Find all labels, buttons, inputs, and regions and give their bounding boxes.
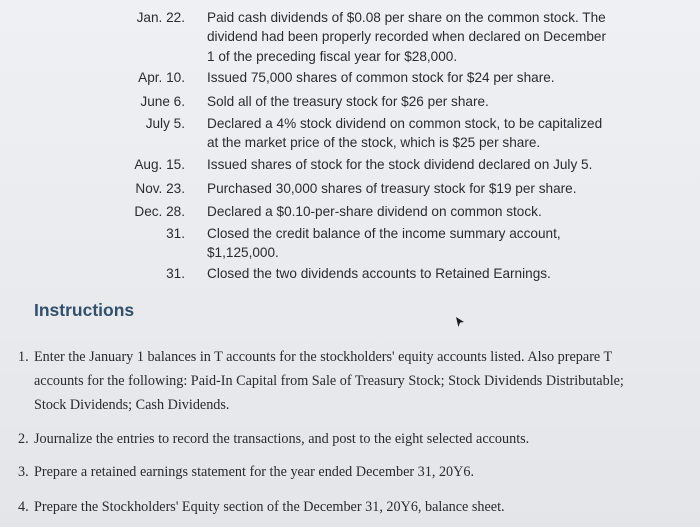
- transaction-description: [207, 114, 617, 153]
- transaction-date: Aug. 15.: [134, 157, 185, 172]
- transaction-description: [207, 155, 617, 174]
- transaction-line: Purchased 30,000 shares of treasury stock for $19 per share.: [207, 181, 577, 196]
- transaction-description: [207, 68, 617, 87]
- transaction-line: 1 of the preceding fiscal year for $28,000.: [207, 48, 458, 64]
- instruction-line: accounts for the following: Paid-In Capital from Sale of Treasury Stock; Stock Dividends Distributable;: [34, 373, 624, 389]
- transaction-date: 31.: [166, 266, 185, 281]
- transaction-line: Closed the two dividends accounts to Retained Earnings.: [207, 266, 551, 281]
- transaction-line: Declared a $0.10-per-share dividend on common stock.: [207, 204, 542, 219]
- mouse-pointer-icon: [455, 316, 465, 328]
- transaction-line: Declared a 4% stock dividend on common stock, to be capitalized: [207, 116, 603, 131]
- transaction-description: [207, 179, 617, 198]
- instruction-line: Prepare the Stockholders' Equity section of the December 31, 20Y6, balance sheet.: [34, 499, 505, 515]
- instruction-number: 2.: [18, 431, 29, 447]
- transaction-line: Closed the credit balance of the income summary account,: [207, 226, 561, 241]
- transaction-date: Apr. 10.: [138, 70, 185, 85]
- instruction-line: Enter the January 1 balances in T accounts for the stockholders' equity accounts listed. Also prepare T: [34, 349, 613, 365]
- transaction-date: Jan. 22.: [136, 10, 185, 25]
- transaction-date: June 6.: [140, 94, 185, 109]
- instruction-number: 4.: [18, 499, 29, 515]
- transaction-line: Sold all of the treasury stock for $26 per share.: [207, 94, 489, 109]
- transaction-date: 31.: [166, 226, 185, 241]
- instruction-number: 3.: [18, 464, 29, 480]
- instruction-line: Journalize the entries to record the transactions, and post to the eight selected accounts.: [34, 431, 530, 447]
- transaction-line: $1,125,000.: [207, 245, 279, 261]
- transaction-line: Issued 75,000 shares of common stock for $24 per share.: [207, 70, 555, 85]
- instruction-line: Prepare a retained earnings statement for the year ended December 31, 20Y6.: [34, 464, 475, 480]
- transaction-description: [207, 92, 617, 111]
- transaction-line: Issued shares of stock for the stock dividend declared on July 5.: [207, 157, 593, 172]
- transaction-date: July 5.: [145, 116, 185, 131]
- transaction-date: Dec. 28.: [134, 204, 185, 219]
- transaction-description: [207, 202, 617, 221]
- transaction-line: at the market price of the stock, which is $25 per share.: [207, 135, 541, 151]
- transaction-date: Nov. 23.: [135, 181, 185, 196]
- instructions-heading: Instructions: [34, 300, 135, 320]
- transaction-description: [207, 264, 617, 283]
- transaction-line: dividend had been properly recorded when declared on December: [207, 29, 607, 45]
- instruction-line: Stock Dividends; Cash Dividends.: [34, 397, 230, 413]
- instruction-number: 1.: [18, 349, 29, 365]
- transaction-description: [207, 224, 617, 263]
- transaction-line: Paid cash dividends of $0.08 per share on the common stock. The: [207, 10, 606, 25]
- transaction-description: [207, 8, 617, 66]
